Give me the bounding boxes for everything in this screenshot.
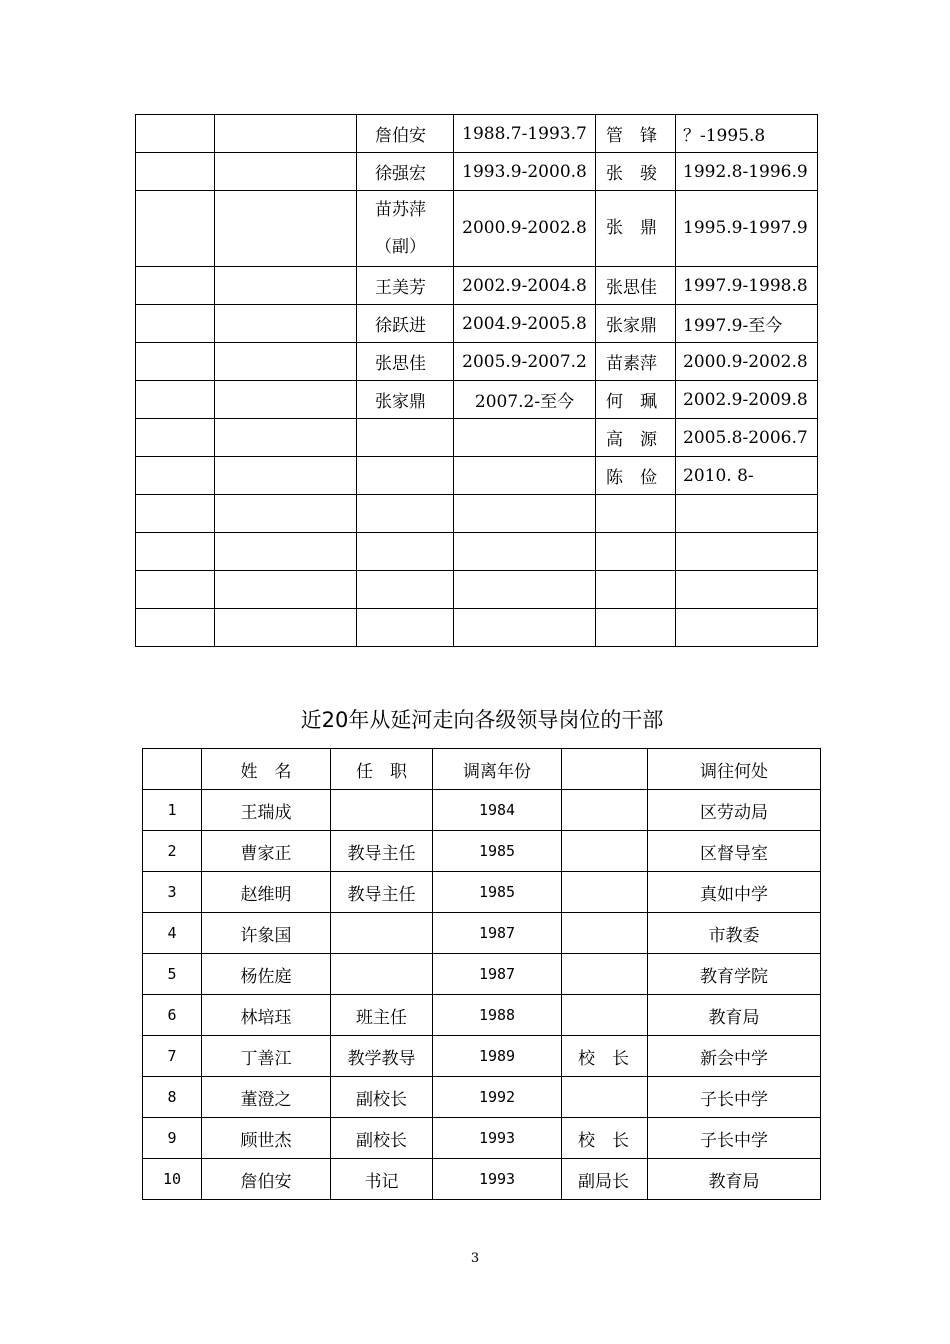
principals-cell xyxy=(215,305,357,343)
cadres-cell: 区劳动局 xyxy=(648,790,821,831)
principals-row xyxy=(136,609,818,647)
principals-cell xyxy=(136,305,215,343)
principals-cell: 2010. 8- xyxy=(676,457,818,495)
cadres-cell: 教育局 xyxy=(648,995,821,1036)
principals-cell: 2004.9-2005.8 xyxy=(454,305,596,343)
cadres-cell xyxy=(562,872,648,913)
principals-cell xyxy=(215,115,357,153)
cadres-cell: 班主任 xyxy=(331,995,433,1036)
cadres-row xyxy=(143,995,821,1036)
cadres-cell: 许象国 xyxy=(202,913,331,954)
principals-cell: 1995.9-1997.9 xyxy=(676,191,818,267)
principals-cell: 1988.7-1993.7 xyxy=(454,115,596,153)
principals-cell xyxy=(596,571,676,609)
cadres-row xyxy=(143,1077,821,1118)
principals-table xyxy=(135,114,818,647)
cadres-row xyxy=(143,1118,821,1159)
principals-cell xyxy=(215,191,357,267)
cadres-cell: 赵维明 xyxy=(202,872,331,913)
principals-cell xyxy=(136,609,215,647)
principals-cell: 管 锋 xyxy=(596,115,676,153)
principals-cell xyxy=(136,457,215,495)
principals-cell: 徐强宏 xyxy=(357,153,454,191)
principals-cell: 张 骏 xyxy=(596,153,676,191)
column-header: 调离年份 xyxy=(433,749,562,790)
principals-cell: 张 鼎 xyxy=(596,191,676,267)
cadres-cell: 子长中学 xyxy=(648,1077,821,1118)
cadres-row xyxy=(143,913,821,954)
cadres-cell: 新会中学 xyxy=(648,1036,821,1077)
cadres-cell: 林培珏 xyxy=(202,995,331,1036)
cadres-cell xyxy=(331,954,433,995)
principals-cell xyxy=(454,609,596,647)
cadres-cell: 1988 xyxy=(433,995,562,1036)
principals-cell xyxy=(357,609,454,647)
principals-cell xyxy=(215,457,357,495)
cadres-table-body xyxy=(143,749,821,1200)
principals-cell xyxy=(215,343,357,381)
principals-cell xyxy=(136,267,215,305)
cadres-cell: 校 长 xyxy=(562,1036,648,1077)
cadres-cell: 1989 xyxy=(433,1036,562,1077)
principals-cell xyxy=(454,533,596,571)
cadres-cell: 副局长 xyxy=(562,1159,648,1200)
cadres-cell: 1993 xyxy=(433,1118,562,1159)
principals-cell: 张思佳 xyxy=(357,343,454,381)
principals-cell: 张思佳 xyxy=(596,267,676,305)
principals-cell: 苗苏萍（副） xyxy=(357,191,454,267)
principals-cell: 陈 俭 xyxy=(596,457,676,495)
column-header: 调往何处 xyxy=(648,749,821,790)
principals-cell: 张家鼎 xyxy=(596,305,676,343)
cadres-cell: 曹家正 xyxy=(202,831,331,872)
cadres-row xyxy=(143,831,821,872)
principals-cell: 1993.9-2000.8 xyxy=(454,153,596,191)
section-title: 近20年从延河走向各级领导岗位的干部 xyxy=(300,708,664,732)
principals-cell xyxy=(136,419,215,457)
cadres-cell: 1985 xyxy=(433,872,562,913)
cadres-cell: 1992 xyxy=(433,1077,562,1118)
principals-cell: 何 珮 xyxy=(596,381,676,419)
cadres-row xyxy=(143,1159,821,1200)
principals-row xyxy=(136,343,818,381)
principals-cell: 苗素萍 xyxy=(596,343,676,381)
cadres-cell: 副校长 xyxy=(331,1118,433,1159)
cadres-cell: 董澄之 xyxy=(202,1077,331,1118)
cadres-cell: 校 长 xyxy=(562,1118,648,1159)
principals-cell: 1997.9-1998.8 xyxy=(676,267,818,305)
principals-cell xyxy=(136,495,215,533)
principals-cell xyxy=(215,153,357,191)
principals-cell xyxy=(136,381,215,419)
principals-cell xyxy=(676,533,818,571)
column-header xyxy=(143,749,202,790)
principals-row xyxy=(136,267,818,305)
principals-cell xyxy=(454,419,596,457)
principals-cell: ？-1995.8 xyxy=(676,115,818,153)
principals-row xyxy=(136,115,818,153)
column-header xyxy=(562,749,648,790)
cadres-row xyxy=(143,790,821,831)
cadres-cell: 市教委 xyxy=(648,913,821,954)
cadres-cell: 1987 xyxy=(433,913,562,954)
cadres-cell: 副校长 xyxy=(331,1077,433,1118)
cadres-cell: 书记 xyxy=(331,1159,433,1200)
cadres-cell: 2 xyxy=(143,831,202,872)
principals-cell xyxy=(136,343,215,381)
cadres-cell xyxy=(562,1077,648,1118)
cadres-cell: 丁善江 xyxy=(202,1036,331,1077)
principals-cell: 高 源 xyxy=(596,419,676,457)
cadres-cell: 1987 xyxy=(433,954,562,995)
principals-cell: 徐跃进 xyxy=(357,305,454,343)
principals-row xyxy=(136,571,818,609)
principals-cell xyxy=(215,419,357,457)
cadres-cell: 6 xyxy=(143,995,202,1036)
principals-table-body xyxy=(136,115,818,647)
cadres-cell: 7 xyxy=(143,1036,202,1077)
principals-cell xyxy=(215,495,357,533)
cadres-cell xyxy=(331,913,433,954)
principals-row xyxy=(136,457,818,495)
cadres-cell: 詹伯安 xyxy=(202,1159,331,1200)
column-header: 任 职 xyxy=(331,749,433,790)
cadres-cell: 1985 xyxy=(433,831,562,872)
cadres-cell: 王瑞成 xyxy=(202,790,331,831)
principals-cell xyxy=(596,609,676,647)
cadres-cell: 教育局 xyxy=(648,1159,821,1200)
principals-cell xyxy=(136,571,215,609)
page-number: 3 xyxy=(470,1251,480,1266)
principals-cell xyxy=(596,533,676,571)
cadres-row xyxy=(143,1036,821,1077)
principals-cell xyxy=(357,571,454,609)
principals-cell xyxy=(357,533,454,571)
principals-cell xyxy=(357,419,454,457)
cadres-cell: 1993 xyxy=(433,1159,562,1200)
cadres-cell: 5 xyxy=(143,954,202,995)
cadres-cell: 真如中学 xyxy=(648,872,821,913)
principals-row xyxy=(136,153,818,191)
cadres-cell: 4 xyxy=(143,913,202,954)
cadres-header-row xyxy=(143,749,821,790)
principals-cell xyxy=(357,495,454,533)
principals-cell xyxy=(215,381,357,419)
cadres-row xyxy=(143,872,821,913)
cadres-cell: 10 xyxy=(143,1159,202,1200)
principals-cell xyxy=(215,533,357,571)
principals-cell xyxy=(136,153,215,191)
principals-cell xyxy=(215,609,357,647)
cadres-cell xyxy=(562,954,648,995)
principals-cell xyxy=(676,571,818,609)
cadres-cell: 1 xyxy=(143,790,202,831)
principals-cell: 王美芳 xyxy=(357,267,454,305)
cadres-cell: 3 xyxy=(143,872,202,913)
cadres-cell: 教育学院 xyxy=(648,954,821,995)
cadres-cell xyxy=(331,790,433,831)
cadres-cell xyxy=(562,913,648,954)
cadres-cell: 教导主任 xyxy=(331,831,433,872)
principals-cell xyxy=(454,495,596,533)
principals-row xyxy=(136,419,818,457)
principals-cell xyxy=(596,495,676,533)
principals-cell xyxy=(357,457,454,495)
principals-cell: 2005.9-2007.2 xyxy=(454,343,596,381)
principals-cell xyxy=(454,457,596,495)
principals-cell xyxy=(676,495,818,533)
cadres-table xyxy=(142,748,821,1200)
principals-row xyxy=(136,305,818,343)
cadres-cell xyxy=(562,831,648,872)
principals-row xyxy=(136,191,818,267)
cadres-cell: 1984 xyxy=(433,790,562,831)
principals-cell xyxy=(136,533,215,571)
column-header: 姓 名 xyxy=(202,749,331,790)
principals-cell: 2000.9-2002.8 xyxy=(676,343,818,381)
cadres-row xyxy=(143,954,821,995)
principals-row xyxy=(136,495,818,533)
cadres-cell: 9 xyxy=(143,1118,202,1159)
cadres-cell: 8 xyxy=(143,1077,202,1118)
principals-cell: 詹伯安 xyxy=(357,115,454,153)
principals-cell xyxy=(215,267,357,305)
cadres-cell: 子长中学 xyxy=(648,1118,821,1159)
cadres-cell xyxy=(562,995,648,1036)
principals-cell: 2000.9-2002.8 xyxy=(454,191,596,267)
principals-cell: 2002.9-2009.8 xyxy=(676,381,818,419)
principals-cell: 2007.2-至今 xyxy=(454,381,596,419)
cadres-cell: 教学教导 xyxy=(331,1036,433,1077)
principals-cell: 2005.8-2006.7 xyxy=(676,419,818,457)
cadres-cell xyxy=(562,790,648,831)
principals-cell xyxy=(136,191,215,267)
principals-cell xyxy=(136,115,215,153)
cadres-cell: 杨佐庭 xyxy=(202,954,331,995)
principals-cell: 张家鼎 xyxy=(357,381,454,419)
principals-cell xyxy=(676,609,818,647)
cadres-cell: 区督导室 xyxy=(648,831,821,872)
principals-cell: 2002.9-2004.8 xyxy=(454,267,596,305)
principals-cell xyxy=(454,571,596,609)
cadres-cell: 教导主任 xyxy=(331,872,433,913)
cadres-cell: 顾世杰 xyxy=(202,1118,331,1159)
principals-cell: 1997.9-至今 xyxy=(676,305,818,343)
principals-row xyxy=(136,533,818,571)
principals-row xyxy=(136,381,818,419)
principals-cell xyxy=(215,571,357,609)
principals-cell: 1992.8-1996.9 xyxy=(676,153,818,191)
